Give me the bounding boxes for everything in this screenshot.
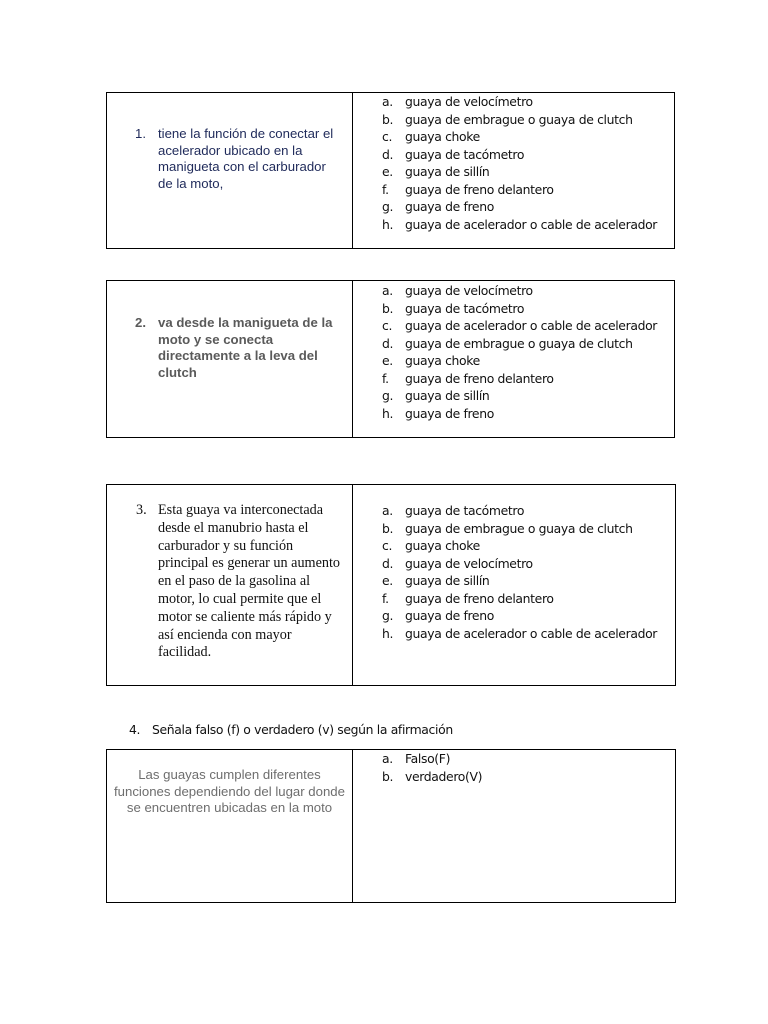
question-2-number: 2. [135,315,146,330]
option-letter: e. [382,573,393,588]
option-letter: c. [382,538,393,553]
question-1-table [106,92,675,249]
option-text: guaya de freno [405,199,494,214]
option-text: guaya choke [405,353,480,368]
question-2-table [106,280,675,438]
option-text: guaya de velocímetro [405,94,533,109]
question-2-cell [107,281,353,437]
option-text: guaya de sillín [405,573,490,588]
option-text: guaya de acelerador o cable de acelerador [405,318,658,333]
option-letter: a. [382,94,393,109]
option-letter: f. [382,370,389,386]
option-text: guaya de embrague o guaya de clutch [405,111,633,127]
option-text: guaya de acelerador o cable de acelerador [405,216,658,232]
option-letter: b. [382,520,394,536]
question-1-text: tiene la función de conectar el acelerador ubicado en la manigueta con el carburador de la moto, [158,126,334,191]
option-letter: h. [382,625,394,641]
option-letter: a. [382,283,393,298]
option-text: guaya de freno delantero [405,181,554,197]
option-letter: d. [382,555,394,571]
option-letter: a. [382,503,393,518]
option-text: guaya de velocímetro [405,283,533,298]
question-1-number: 1. [135,126,146,141]
option-text: guaya choke [405,538,480,553]
option-letter: f. [382,181,389,197]
option-letter: e. [382,164,393,179]
option-letter: g. [382,199,394,214]
question-1-cell [107,93,353,248]
option-letter: d. [382,146,394,162]
question-4-heading-text: Señala falso (f) o verdadero (v) según la afirmación [152,722,453,737]
option-text: guaya de sillín [405,388,490,403]
question-3-number: 3. [136,502,147,518]
option-text: guaya de sillín [405,164,490,179]
question-4-statement: Las guayas cumplen diferentes funciones dependiendo del lugar donde se encuentren ubicadas en la moto [114,767,345,815]
option-letter: h. [382,405,394,421]
question-4-table [106,749,676,903]
question-2-options-cell [353,281,674,437]
option-text: guaya de freno [405,608,494,623]
question-3-cell [107,485,353,685]
question-2-text: va desde la manigueta de la moto y se conecta directamente a la leva del clutch [158,315,333,380]
option-letter: e. [382,353,393,368]
question-4-number: 4. [129,722,141,737]
option-letter: b. [382,111,394,127]
option-text: verdadero(V) [405,768,483,784]
option-letter: f. [382,590,389,606]
option-text: guaya de tacómetro [405,300,525,316]
option-text: guaya de freno [405,405,494,421]
option-text: guaya de freno delantero [405,590,554,606]
option-letter: g. [382,388,394,403]
question-3-text: Esta guaya va interconectada desde el manubrio hasta el carburador y su función principal es generar un aumento en el paso de la gasolina al motor, lo cual permite que el motor se caliente más rápido y así encienda con mayor facilidad. [158,502,340,661]
question-4-options-cell [353,750,675,902]
option-letter: a. [382,751,393,766]
question-3-table [106,484,676,686]
option-letter: g. [382,608,394,623]
option-text: guaya de tacómetro [405,146,525,162]
option-letter: d. [382,335,394,351]
option-letter: b. [382,768,394,784]
option-text: guaya de velocímetro [405,555,533,571]
option-text: guaya de acelerador o cable de acelerador [405,625,658,641]
option-text: guaya de freno delantero [405,370,554,386]
option-letter: c. [382,129,393,144]
question-3-options-cell [353,485,675,685]
option-letter: h. [382,216,394,232]
option-text: guaya de embrague o guaya de clutch [405,520,633,536]
option-text: guaya de embrague o guaya de clutch [405,335,633,351]
option-letter: b. [382,300,394,316]
option-letter: c. [382,318,393,333]
question-4-cell [107,750,353,902]
option-text: guaya de tacómetro [405,503,525,518]
question-1-options-cell [353,93,674,248]
option-text: Falso(F) [405,751,451,766]
option-text: guaya choke [405,129,480,144]
